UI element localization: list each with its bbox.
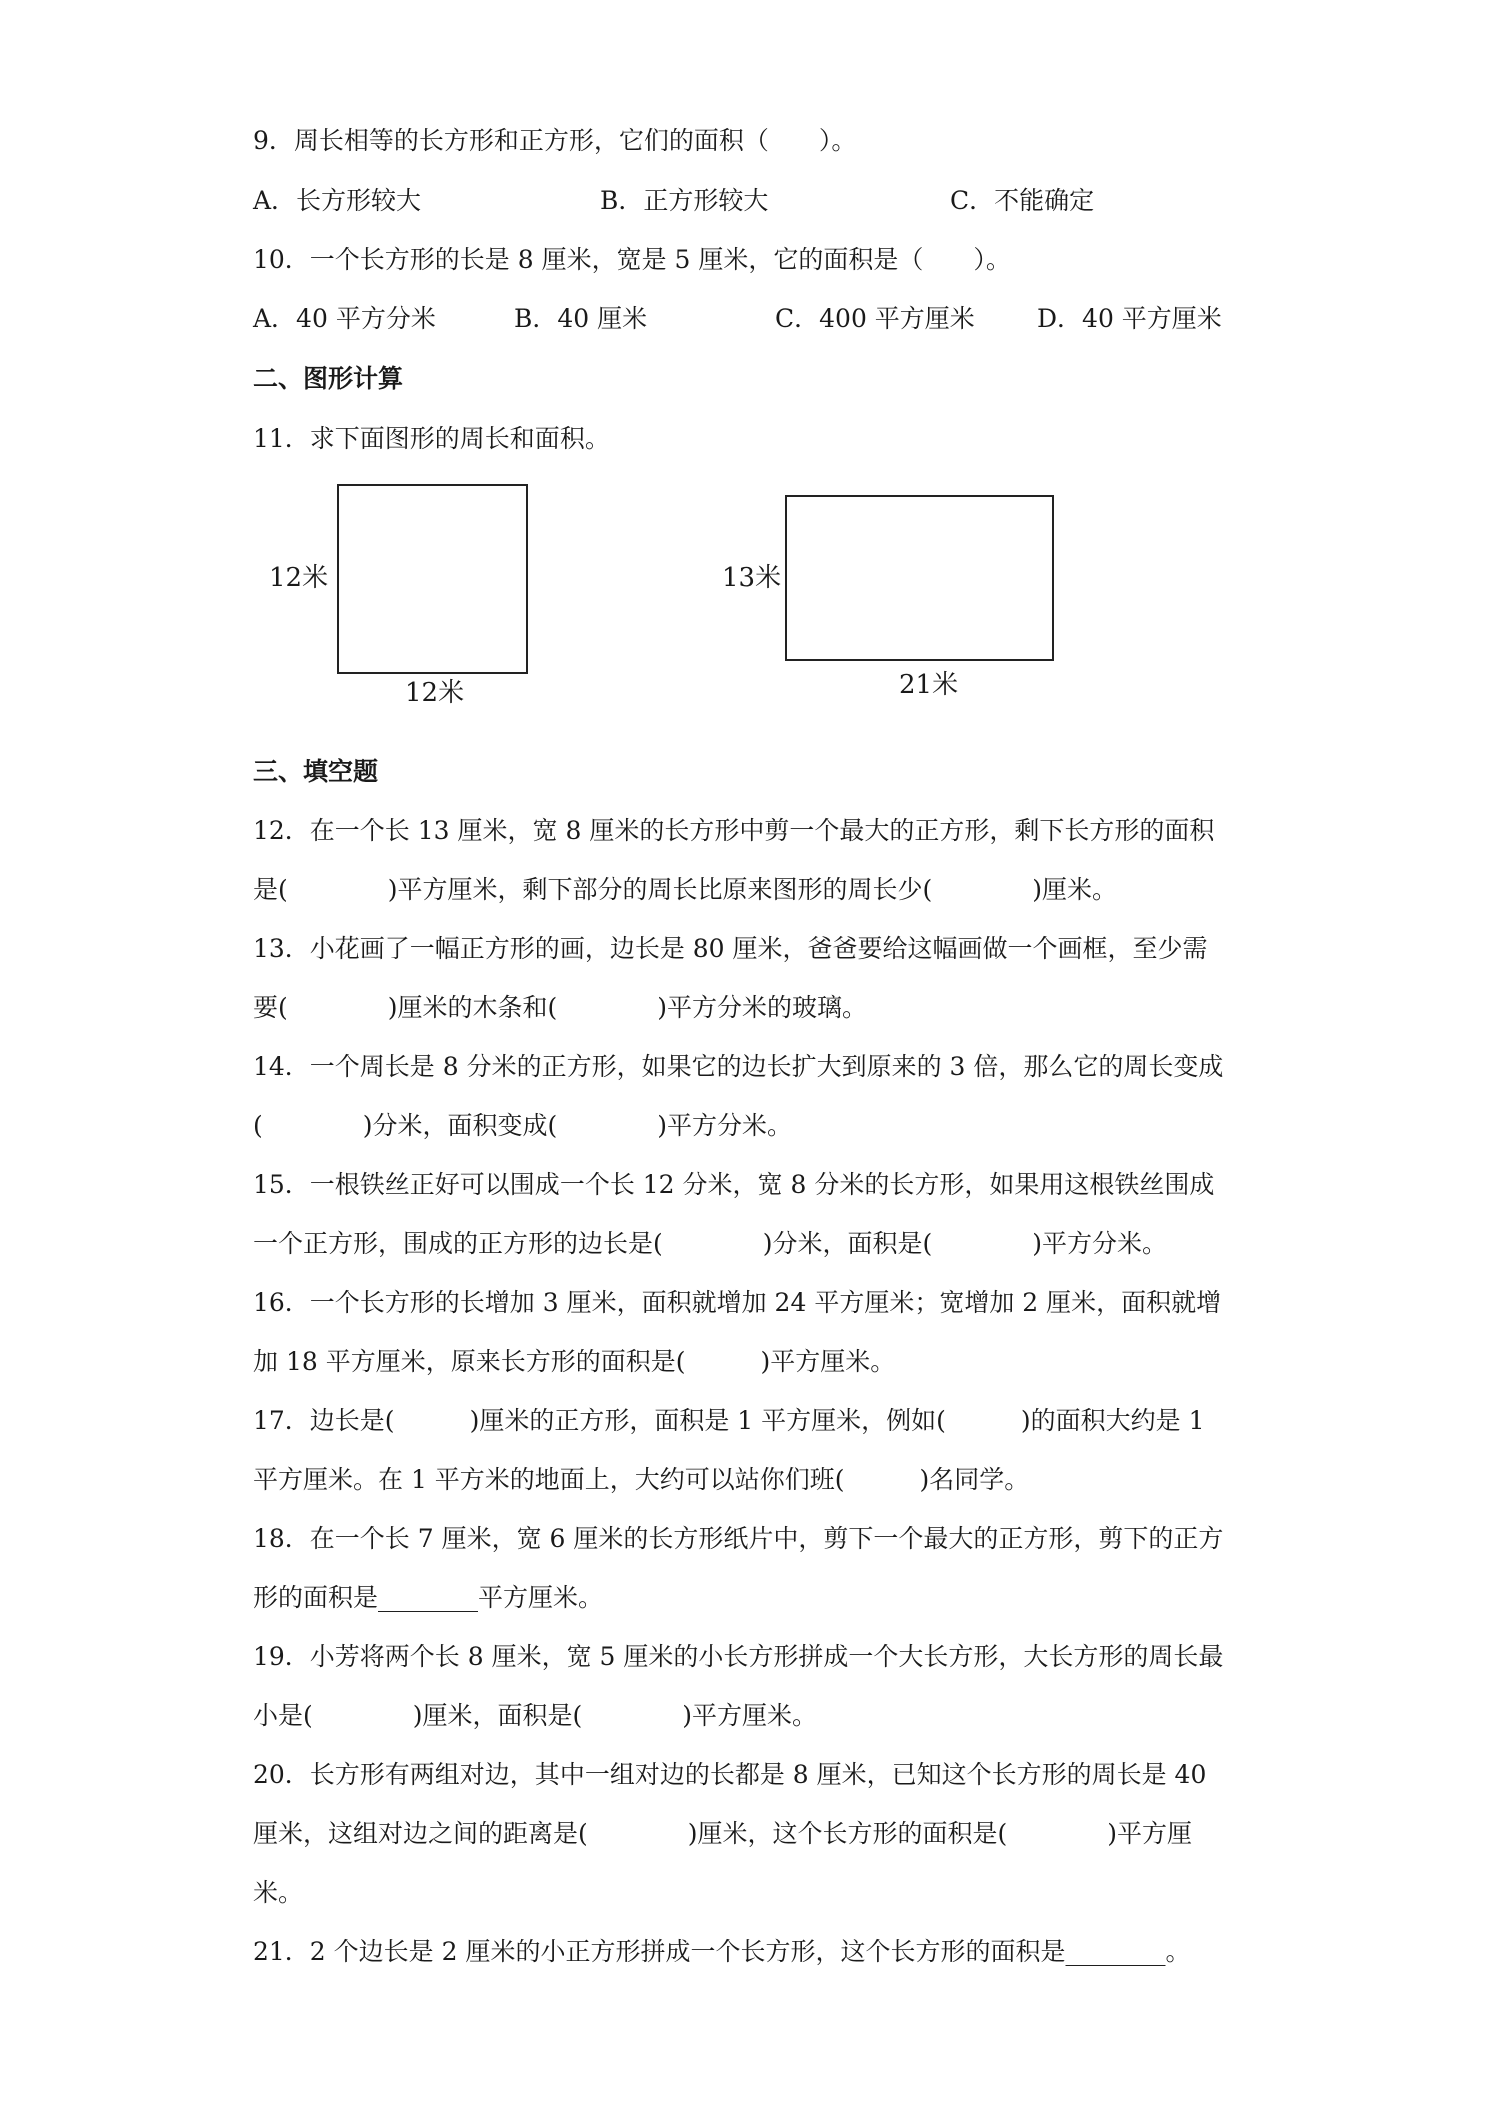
square-shape (337, 484, 528, 674)
q14-line-2: ( )分米，面积变成( )平方分米。 (253, 1111, 793, 1140)
q12-line-2: 是( )平方厘米，剩下部分的周长比原来图形的周长少( )厘米。 (253, 875, 1118, 904)
q19-line-1: 19．小芳将两个长 8 厘米，宽 5 厘米的小长方形拼成一个大长方形，大长方形的周长最 (253, 1642, 1224, 1671)
q15-line-1: 15．一根铁丝正好可以围成一个长 12 分米，宽 8 分米的长方形，如果用这根铁丝围成 (253, 1170, 1215, 1199)
section-3-title: 三、填空题 (253, 757, 379, 786)
q16-line-1: 16．一个长方形的长增加 3 厘米，面积就增加 24 平方厘米；宽增加 2 厘米，面积就增 (253, 1288, 1222, 1317)
q16-line-2: 加 18 平方厘米，原来长方形的面积是( )平方厘米。 (253, 1347, 896, 1376)
q18-line-1: 18．在一个长 7 厘米，宽 6 厘米的长方形纸片中，剪下一个最大的正方形，剪下的正方 (253, 1524, 1224, 1553)
square-bottom-label: 12米 (405, 678, 465, 708)
rectangle-shape (785, 495, 1054, 661)
square-side-label: 12米 (269, 563, 329, 593)
q12-line-1: 12．在一个长 13 厘米，宽 8 厘米的长方形中剪一个最大的正方形，剩下长方形的面积 (253, 816, 1215, 845)
q9-stem: 9．周长相等的长方形和正方形，它们的面积（ ）。 (253, 126, 857, 155)
q10-stem: 10．一个长方形的长是 8 厘米，宽是 5 厘米，它的面积是（ ）。 (253, 245, 1011, 274)
q10-option-a[interactable]: A．40 平方分米 (253, 304, 436, 333)
q20-line-2: 厘米，这组对边之间的距离是( )厘米，这个长方形的面积是( )平方厘 (253, 1819, 1193, 1848)
section-2-title: 二、图形计算 (253, 364, 404, 393)
q10-option-c[interactable]: C．400 平方厘米 (775, 304, 975, 333)
q9-option-a[interactable]: A．长方形较大 (253, 186, 422, 215)
q14-line-1: 14．一个周长是 8 分米的正方形，如果它的边长扩大到原来的 3 倍，那么它的周长变成 (253, 1052, 1224, 1081)
q20-line-3: 米。 (253, 1878, 304, 1907)
q13-line-1: 13．小花画了一幅正方形的画，边长是 80 厘米，爸爸要给这幅画做一个画框，至少需 (253, 934, 1208, 963)
q20-line-1: 20．长方形有两组对边，其中一组对边的长都是 8 厘米，已知这个长方形的周长是 40 (253, 1760, 1207, 1789)
q15-line-2: 一个正方形，围成的正方形的边长是( )分米，面积是( )平方分米。 (253, 1229, 1168, 1258)
q21-line-1: 21．2 个边长是 2 厘米的小正方形拼成一个长方形，这个长方形的面积是________。 (253, 1937, 1191, 1966)
q17-line-1: 17．边长是( )厘米的正方形，面积是 1 平方厘米，例如( )的面积大约是 1 (253, 1406, 1205, 1435)
rectangle-side-label: 13米 (722, 563, 782, 593)
rectangle-bottom-label: 21米 (899, 670, 959, 700)
q10-option-b[interactable]: B．40 厘米 (514, 304, 648, 333)
q19-line-2: 小是( )厘米，面积是( )平方厘米。 (253, 1701, 818, 1730)
q9-option-c[interactable]: C．不能确定 (950, 186, 1095, 215)
q11-stem: 11．求下面图形的周长和面积。 (253, 424, 610, 453)
q10-option-d[interactable]: D．40 平方厘米 (1037, 304, 1222, 333)
q13-line-2: 要( )厘米的木条和( )平方分米的玻璃。 (253, 993, 868, 1022)
q17-line-2: 平方厘米。在 1 平方米的地面上，大约可以站你们班( )名同学。 (253, 1465, 1030, 1494)
q18-line-2: 形的面积是________平方厘米。 (253, 1583, 604, 1612)
q9-option-b[interactable]: B．正方形较大 (600, 186, 769, 215)
